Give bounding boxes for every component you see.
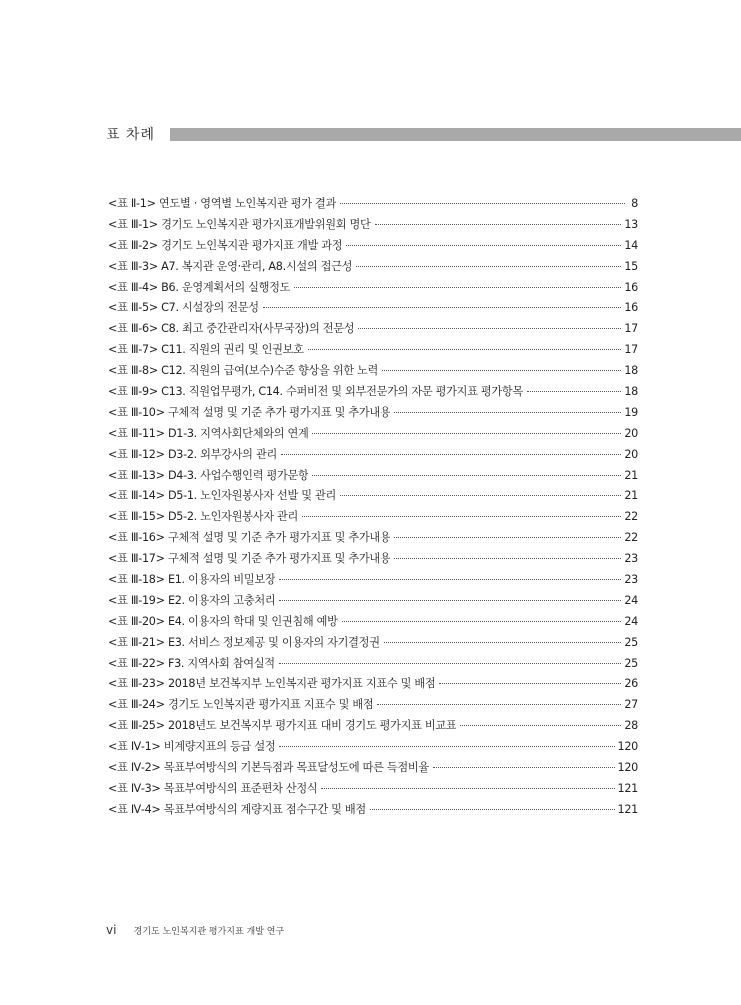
- toc-entry-page-number: 23: [624, 573, 638, 587]
- toc-dot-leader: [302, 516, 621, 517]
- toc-entry-page-number: 18: [624, 364, 638, 378]
- toc-entry-label: <표 Ⅳ-2> 목표부여방식의 기본득점과 목표달성도에 따른 득점비율: [108, 761, 429, 775]
- toc-entry-page-number: 28: [624, 719, 638, 733]
- page-title: 표 차례: [106, 127, 156, 143]
- toc-dot-leader: [281, 454, 621, 455]
- toc-dot-leader: [356, 266, 621, 267]
- toc-entry-page-number: 15: [624, 259, 638, 273]
- toc-entry[interactable]: [108, 570, 638, 591]
- toc-dot-leader: [439, 683, 621, 684]
- toc-dot-leader: [340, 495, 621, 496]
- toc-entry[interactable]: [108, 382, 638, 403]
- toc-entry[interactable]: [108, 361, 638, 382]
- toc-dot-leader: [342, 621, 622, 622]
- toc-dot-leader: [308, 349, 622, 350]
- toc-dot-leader: [394, 412, 621, 413]
- toc-entry-page-number: 22: [624, 531, 638, 545]
- toc-entry-label: <표 Ⅲ-3> A7. 복지관 운영·관리, A8.시설의 접근성: [108, 259, 353, 273]
- toc-entry-label: <표 Ⅲ-17> 구체적 설명 및 기준 추가 평가지표 및 추가내용: [108, 552, 391, 566]
- toc-entry-page-number: 20: [624, 426, 638, 440]
- toc-dot-leader: [294, 287, 621, 288]
- toc-entry[interactable]: [108, 403, 638, 424]
- toc-entry-label: <표 Ⅲ-9> C13. 직원업무평가, C14. 수퍼비전 및 외부전문가의 자문 평가지표 평가항목: [108, 385, 523, 399]
- toc-entry-page-number: 25: [624, 635, 638, 649]
- toc-entry-label: <표 Ⅳ-3> 목표부여방식의 표준편차 산정식: [108, 781, 318, 795]
- toc-entry-page-number: 8: [631, 197, 638, 210]
- toc-entry-page-number: 25: [624, 656, 638, 670]
- toc-entry-label: <표 Ⅲ-25> 2018년도 보건복지부 평가지표 대비 경기도 평가지표 비교표: [108, 719, 457, 733]
- toc-entry[interactable]: [108, 779, 638, 800]
- toc-entry-page-number: 18: [624, 385, 638, 399]
- toc-entry-page-number: 21: [624, 489, 638, 503]
- toc-entry-page-number: 120: [617, 740, 638, 754]
- toc-dot-leader: [527, 391, 621, 392]
- page-footer: [106, 923, 284, 939]
- toc-entry-page-number: 120: [617, 761, 638, 775]
- toc-dot-leader: [358, 328, 621, 329]
- toc-entry[interactable]: [108, 737, 638, 758]
- toc-dot-leader: [321, 788, 614, 789]
- toc-entry[interactable]: [108, 424, 638, 445]
- toc-entry[interactable]: [108, 278, 638, 299]
- toc-entry-page-number: 20: [624, 447, 638, 461]
- toc-entry-label: <표 Ⅱ-1> 연도별 · 영역별 노인복지관 평가 결과: [108, 197, 337, 210]
- toc-entry-label: <표 Ⅲ-5> C7. 시설장의 전문성: [108, 301, 259, 315]
- toc-entry-page-number: 16: [624, 301, 638, 315]
- toc-entry[interactable]: [108, 236, 638, 257]
- toc-entry-label: <표 Ⅳ-4> 목표부여방식의 계량지표 점수구간 및 배점: [108, 802, 366, 816]
- toc-entry-page-number: 24: [624, 593, 638, 607]
- toc-entry-page-number: 121: [617, 781, 638, 795]
- toc-dot-leader: [279, 663, 622, 664]
- toc-entry[interactable]: [108, 716, 638, 737]
- toc-entry-page-number: 21: [624, 468, 638, 482]
- toc-dot-leader: [394, 537, 621, 538]
- toc-entry[interactable]: [108, 486, 638, 507]
- toc-entry-page-number: 24: [624, 614, 638, 628]
- footer-page-number: vi: [106, 923, 117, 937]
- toc-entry[interactable]: [108, 528, 638, 549]
- toc-dot-leader: [279, 600, 621, 601]
- toc-entry-page-number: 16: [624, 280, 638, 294]
- toc-entry[interactable]: [108, 340, 638, 361]
- toc-entry[interactable]: [108, 194, 638, 215]
- toc-entry-page-number: 23: [624, 552, 638, 566]
- toc-dot-leader: [382, 370, 621, 371]
- toc-entry[interactable]: [108, 215, 638, 236]
- toc-entry-label: <표 Ⅲ-21> E3. 서비스 정보제공 및 이용자의 자기결정권: [108, 635, 380, 649]
- toc-entry[interactable]: [108, 549, 638, 570]
- toc-entry-page-number: 17: [624, 322, 638, 336]
- toc-entry-page-number: 22: [624, 510, 638, 524]
- toc-entry-label: <표 Ⅲ-24> 경기도 노인복지관 평가지표 지표수 및 배점: [108, 698, 374, 712]
- toc-entry-page-number: 14: [624, 238, 638, 252]
- toc-entry-page-number: 26: [624, 677, 638, 691]
- toc-entry-label: <표 Ⅲ-6> C8. 최고 중간관리자(사무국장)의 전문성: [108, 322, 355, 336]
- toc-entry-label: <표 Ⅲ-12> D3-2. 외부강사의 관리: [108, 447, 277, 461]
- toc-entry[interactable]: [108, 633, 638, 654]
- footer-book-title: 경기도 노인복지관 평가지표 개발 연구: [133, 927, 285, 937]
- toc-dot-leader: [375, 224, 622, 225]
- toc-entry[interactable]: [108, 466, 638, 487]
- toc-entry[interactable]: [108, 654, 638, 675]
- toc-dot-leader: [279, 746, 614, 747]
- toc-dot-leader: [340, 203, 625, 204]
- toc-entry-label: <표 Ⅲ-10> 구체적 설명 및 기준 추가 평가지표 및 추가내용: [108, 405, 391, 419]
- toc-entry[interactable]: [108, 800, 638, 821]
- toc-entry[interactable]: [108, 507, 638, 528]
- toc-entry[interactable]: [108, 298, 638, 319]
- toc-dot-leader: [460, 725, 621, 726]
- toc-entry-label: <표 Ⅲ-2> 경기도 노인복지관 평가지표 개발 과정: [108, 238, 343, 252]
- toc-entry[interactable]: [108, 445, 638, 466]
- toc-entry-label: <표 Ⅳ-1> 비계량지표의 등급 설정: [108, 740, 276, 754]
- toc-entry-page-number: 17: [624, 343, 638, 357]
- toc-dot-leader: [384, 642, 622, 643]
- toc-entry[interactable]: [108, 674, 638, 695]
- toc-entry-label: <표 Ⅲ-7> C11. 직원의 권리 및 인권보호: [108, 343, 304, 357]
- toc-entry[interactable]: [108, 612, 638, 633]
- toc-dot-leader: [394, 558, 621, 559]
- toc-entry-label: <표 Ⅲ-4> B6. 운영계획서의 실행정도: [108, 280, 291, 294]
- toc-entry-label: <표 Ⅲ-1> 경기도 노인복지관 평가지표개발위원회 명단: [108, 217, 371, 231]
- toc-entry[interactable]: [108, 758, 638, 779]
- toc-entry-label: <표 Ⅲ-11> D1-3. 지역사회단체와의 연계: [108, 426, 309, 440]
- toc-entry-label: <표 Ⅲ-22> F3. 지역사회 참여실적: [108, 656, 275, 670]
- toc-entry-page-number: 19: [624, 405, 638, 419]
- toc-entry-page-number: 27: [624, 698, 638, 712]
- toc-entry-page-number: 121: [617, 802, 638, 816]
- toc-dot-leader: [279, 579, 621, 580]
- toc-entry-page-number: 13: [624, 217, 638, 231]
- toc-dot-leader: [263, 307, 622, 308]
- page-header: [106, 126, 741, 144]
- toc-entry[interactable]: [108, 319, 638, 340]
- table-of-contents-list: [108, 194, 638, 821]
- toc-entry[interactable]: [108, 257, 638, 278]
- toc-dot-leader: [346, 245, 621, 246]
- toc-entry[interactable]: [108, 695, 638, 716]
- toc-dot-leader: [377, 704, 621, 705]
- toc-dot-leader: [312, 433, 621, 434]
- toc-entry-label: <표 Ⅲ-20> E4. 이용자의 학대 및 인권침해 예방: [108, 614, 338, 628]
- toc-entry-label: <표 Ⅲ-8> C12. 직원의 급여(보수)수준 향상을 위한 노력: [108, 364, 379, 378]
- toc-entry-label: <표 Ⅲ-14> D5-1. 노인자원봉사자 선발 및 관리: [108, 489, 337, 503]
- toc-dot-leader: [433, 767, 615, 768]
- toc-entry-label: <표 Ⅲ-15> D5-2. 노인자원봉사자 관리: [108, 510, 298, 524]
- toc-entry[interactable]: [108, 591, 638, 612]
- toc-entry-label: <표 Ⅲ-19> E2. 이용자의 고충처리: [108, 593, 276, 607]
- toc-dot-leader: [370, 809, 615, 810]
- header-divider-bar: [170, 128, 741, 141]
- toc-entry-label: <표 Ⅲ-13> D4-3. 사업수행인력 평가문항: [108, 468, 309, 482]
- toc-entry-label: <표 Ⅲ-23> 2018년 보건복지부 노인복지관 평가지표 지표수 및 배점: [108, 677, 436, 691]
- toc-dot-leader: [312, 475, 621, 476]
- toc-entry-label: <표 Ⅲ-18> E1. 이용자의 비밀보장: [108, 573, 276, 587]
- toc-entry-label: <표 Ⅲ-16> 구체적 설명 및 기준 추가 평가지표 및 추가내용: [108, 531, 391, 545]
